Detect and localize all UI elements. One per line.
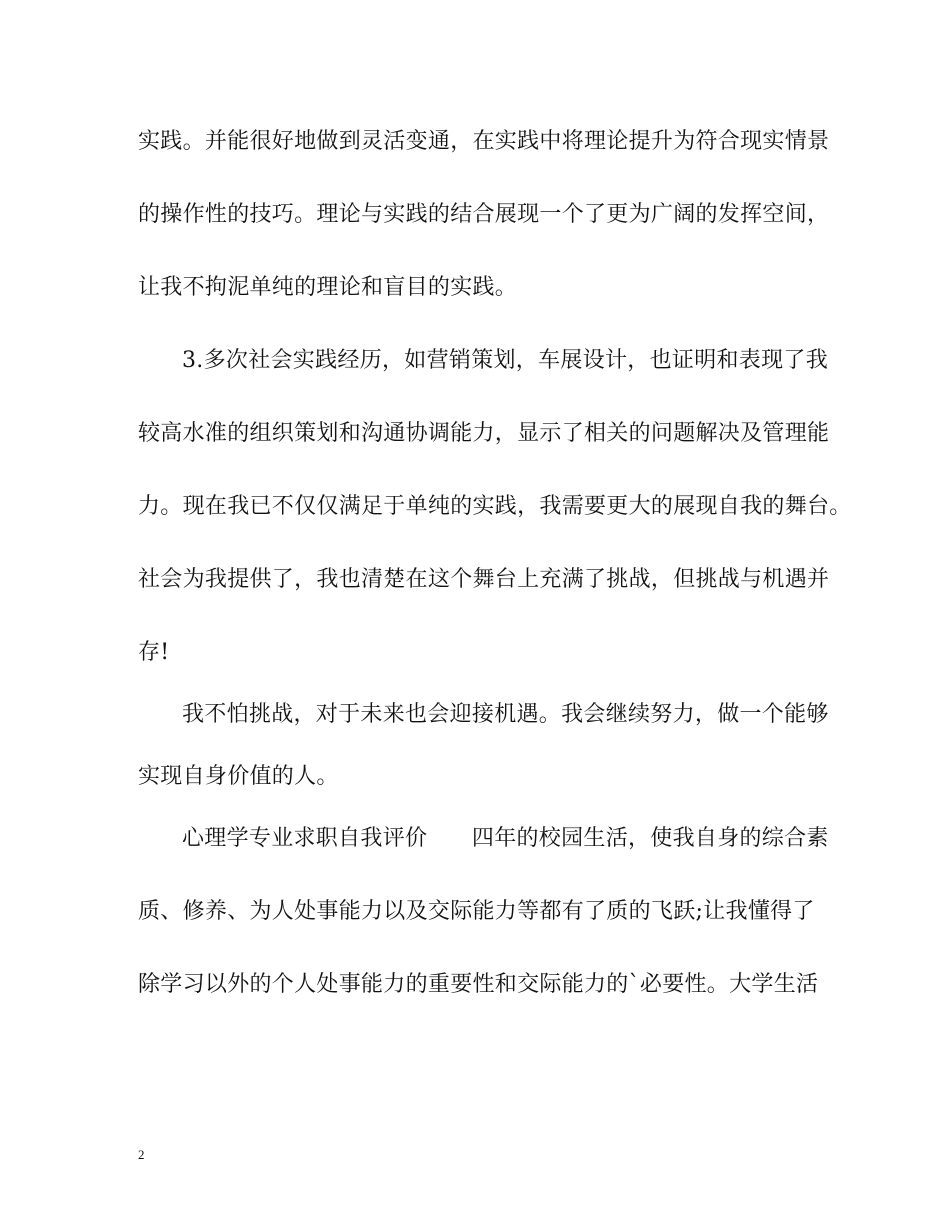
text-line-3: 让我不拘泥单纯的理论和盲目的实践。	[138, 275, 518, 300]
page-number: 2	[138, 1147, 145, 1162]
text-line-10: 实现自身价值的人。	[138, 764, 339, 789]
text-line-8: 存!	[138, 640, 170, 665]
text-line-2: 的操作性的技巧。理论与实践的结合展现一个了更为广阔的发挥空间，	[138, 202, 830, 227]
text-line-7: 社会为我提供了，我也清楚在这个舞台上充满了挑战，但挑战与机遇并	[138, 567, 830, 592]
text-line-13: 除学习以外的个人处事能力的重要性和交际能力的`必要性。大学生活	[138, 972, 819, 997]
text-line-12: 质、修养、为人处事能力以及交际能力等都有了质的飞跃;让我懂得了	[138, 899, 815, 924]
text-line-9: 我不怕挑战，对于未来也会迎接机遇。我会继续努力，做一个能够	[182, 702, 829, 727]
text-line-5: 较高水准的组织策划和沟通协调能力，显示了相关的问题解决及管理能	[138, 421, 830, 446]
text-line-11: 心理学专业求职自我评价 四年的校园生活，使我自身的综合素	[182, 826, 829, 851]
text-line-4: 3.多次社会实践经历，如营销策划，车展设计，也证明和表现了我	[182, 348, 828, 373]
text-line-6: 力。现在我已不仅仅满足于单纯的实践，我需要更大的展现自我的舞台。	[138, 494, 852, 519]
text-line-1: 实践。并能很好地做到灵活变通，在实践中将理论提升为符合现实情景	[138, 129, 830, 154]
